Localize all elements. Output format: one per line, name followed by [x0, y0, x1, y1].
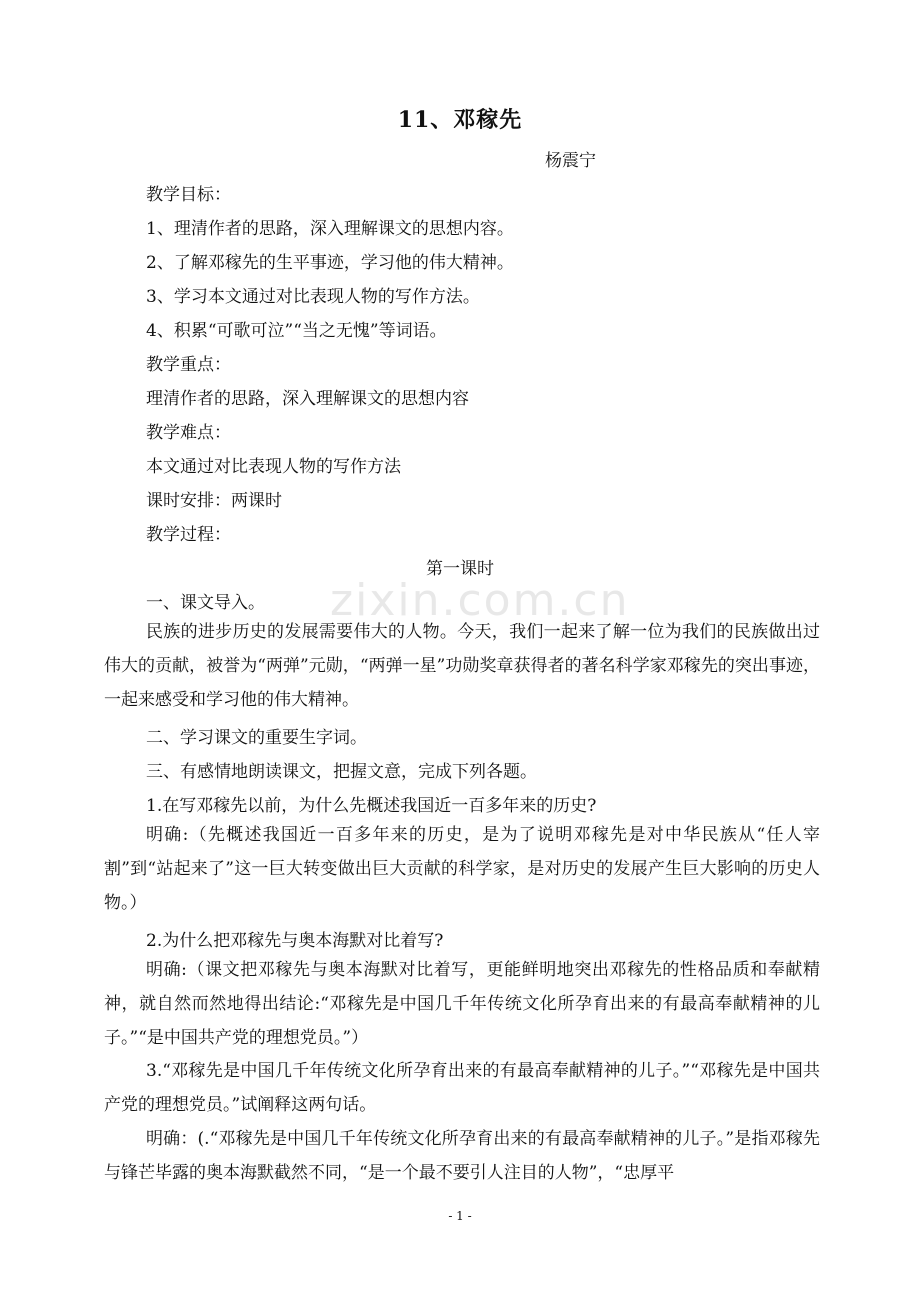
key-point-text: 理清作者的思路，深入理解课文的思想内容: [146, 389, 469, 409]
question-text: 2.为什么把邓稼先与奥本海默对比着写?: [146, 931, 444, 951]
lesson-title: 第一课时: [426, 559, 494, 579]
question-paragraph: 3.“邓稼先是中国几千年传统文化所孕育出来的有最高奉献精神的儿子。”“邓稼先是中国共产党的理想党员。”试阐释这两句话。: [104, 1061, 820, 1115]
watermark: zixin.com.cn: [330, 575, 630, 626]
schedule-text: 课时安排：两课时: [146, 491, 282, 511]
page-number: - 1 -: [448, 1209, 472, 1223]
process-heading: 教学过程：: [146, 525, 231, 545]
question-text: 1.在写邓稼先以前，为什么先概述我国近一百多年来的历史?: [146, 796, 597, 816]
objective-item: 4、积累“可歌可泣”“当之无愧”等词语。: [146, 321, 447, 341]
author-name: 杨震宁: [545, 151, 596, 171]
answer-paragraph: 明确：(.“邓稼先是中国几千年传统文化所孕育出来的有最高奉献精神的儿子。”是指邓稼先与锋芒毕露的奥本海默截然不同，“是一个最不要引人注目的人物”，“忠厚平: [104, 1129, 820, 1183]
objectives-heading: 教学目标：: [146, 185, 231, 205]
section-heading: 一、课文导入。: [146, 593, 265, 613]
objective-item: 1、理清作者的思路，深入理解课文的思想内容。: [146, 219, 514, 239]
objective-item: 3、学习本文通过对比表现人物的写作方法。: [146, 287, 480, 307]
answer-paragraph: 明确:（先概述我国近一百多年来的历史，是为了说明邓稼先是对中华民族从“任人宰割”到“站起来了”这一巨大转变做出巨大贡献的科学家，是对历史的发展产生巨大影响的历史人物。）: [104, 825, 820, 913]
difficulty-text: 本文通过对比表现人物的写作方法: [146, 457, 401, 477]
section-heading: 三、有感情地朗读课文，把握文意，完成下列各题。: [146, 762, 537, 782]
difficulty-heading: 教学难点：: [146, 423, 231, 443]
document-title: 11、邓稼先: [397, 107, 523, 133]
intro-paragraph: 民族的进步历史的发展需要伟大的人物。今天，我们一起来了解一位为我们的民族做出过伟大的贡献，被誉为“两弹”元勋，“两弹一星”功勋奖章获得者的著名科学家邓稼先的突出事迹，一起来感受和学习他的伟大精神。: [104, 622, 820, 710]
answer-paragraph: 明确:（课文把邓稼先与奥本海默对比着写，更能鲜明地突出邓稼先的性格品质和奉献精神，就自然而然地得出结论:“邓稼先是中国几千年传统文化所孕育出来的有最高奉献精神的儿子。”“是中国共产党的理想党员。”）: [104, 960, 820, 1048]
key-point-heading: 教学重点：: [146, 355, 231, 375]
objective-item: 2、了解邓稼先的生平事迹，学习他的伟大精神。: [146, 253, 514, 273]
section-heading: 二、学习课文的重要生字词。: [146, 728, 367, 748]
